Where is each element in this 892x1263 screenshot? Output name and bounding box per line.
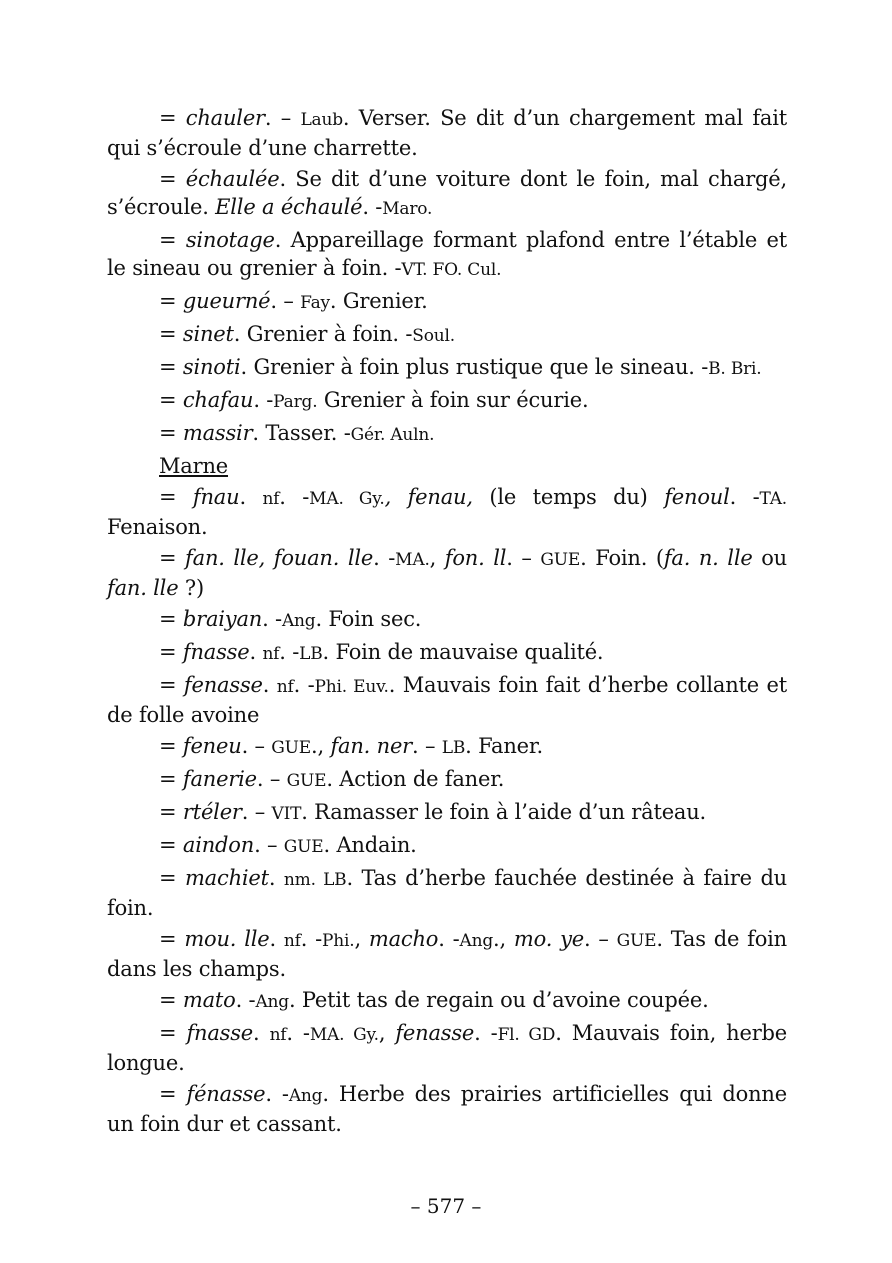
headword: massir (182, 421, 253, 445)
source-abbreviation: Ang (255, 992, 289, 1012)
source-abbreviation: VT. FO. Cul. (401, 260, 502, 280)
entry-text: = (159, 289, 183, 313)
entry-text: = (159, 322, 183, 346)
entry-text: . - (474, 1021, 498, 1045)
dictionary-entry (107, 483, 787, 541)
entry-text: . - (293, 673, 315, 697)
entry-text: . - (265, 1082, 289, 1106)
source-abbreviation: MA. Gy. (309, 489, 385, 509)
source-abbreviation: Ang (459, 931, 494, 951)
source-abbreviation: Fay (300, 293, 330, 313)
entry-text: . Verser. Se dit d’un chargement mal fait qui s’écroule d’une charrette. (107, 106, 787, 160)
source-abbreviation: GUE (616, 931, 657, 951)
entry-text: = (159, 355, 183, 379)
source-abbreviation: nf (262, 489, 280, 509)
headword: aindon (182, 833, 255, 857)
entry-text: = (159, 228, 186, 252)
source-abbreviation: Ang (288, 1086, 323, 1106)
dictionary-entries (107, 104, 787, 1141)
dictionary-entry (107, 226, 787, 284)
entry-text: . Petit tas de regain ou d’avoine coupée. (288, 988, 709, 1012)
source-abbreviation: MA. Gy. (309, 1025, 379, 1045)
entry-text: . Se dit d’une voiture dont le foin, mal chargé, s’écroule. (107, 167, 787, 219)
entry-text: = (159, 800, 183, 824)
headword: fnasse (186, 1021, 254, 1045)
headword: fa. n. lle (663, 546, 753, 570)
source-abbreviation: Maro. (382, 199, 433, 219)
entry-text: = (159, 833, 183, 857)
entry-text: . – (241, 800, 272, 824)
entry-text: = (159, 734, 183, 758)
page-number: – 577 – (410, 1194, 482, 1218)
dictionary-entry (107, 925, 787, 983)
dictionary-entry (107, 638, 787, 668)
entry-text: = (159, 607, 183, 631)
headword: fan. lle (107, 576, 179, 600)
headword: gueurné (182, 289, 271, 313)
source-abbreviation: TA. (759, 489, 787, 509)
section-heading-text: Marne (159, 454, 229, 478)
entry-text: = (159, 1021, 187, 1045)
dictionary-entry (107, 544, 787, 602)
dictionary-entry (107, 605, 787, 635)
entry-text: . Tasser. - (252, 421, 351, 445)
entry-text: . (239, 485, 263, 509)
source-abbreviation: B. Bri. (708, 359, 762, 379)
entry-text: = (159, 866, 185, 890)
source-abbreviation: GUE (271, 738, 312, 758)
entry-text: ?) (178, 576, 204, 600)
source-abbreviation: nf (262, 644, 280, 664)
headword: fenasse (183, 673, 263, 697)
entry-text: . - (286, 1021, 310, 1045)
headword: échaulée (185, 167, 280, 191)
source-abbreviation: GUE (286, 771, 327, 791)
dictionary-entry (107, 798, 787, 828)
entry-text: . Foin sec. (315, 607, 422, 631)
dictionary-entry (107, 353, 787, 383)
dictionary-entry (107, 287, 787, 317)
entry-text: . (253, 1021, 270, 1045)
headword: fan. lle, fouan. lle (185, 546, 374, 570)
source-abbreviation: nf (283, 931, 301, 951)
entry-text: . Mauvais foin, herbe longue. (107, 1021, 788, 1075)
source-abbreviation: nf (276, 677, 294, 697)
headword: chafau (182, 388, 254, 412)
entry-text: . – (584, 927, 617, 951)
source-abbreviation: GUE (283, 837, 324, 857)
headword: machiet (184, 866, 269, 890)
headword: fénasse (186, 1082, 266, 1106)
source-abbreviation: nf (269, 1025, 287, 1045)
entry-text: = (159, 167, 186, 191)
headword: mo. ye (513, 927, 584, 951)
entry-text: = (159, 421, 183, 445)
entry-text: = (159, 640, 183, 664)
headword: chauler (185, 106, 265, 130)
source-abbreviation: MA. (395, 550, 430, 570)
entry-text: (le temps du) (472, 485, 665, 509)
entry-text: . Grenier à foin plus rustique que le sineau. - (240, 355, 709, 379)
headword: fenoul (664, 485, 730, 509)
entry-text: . – (241, 734, 272, 758)
entry-text: = (159, 1082, 187, 1106)
entry-text: = (159, 673, 184, 697)
source-abbreviation: Parg. (273, 392, 318, 412)
entry-text: . Mauvais foin fait d’herbe collante et de folle avoine (107, 673, 788, 727)
entry-text: . - (373, 546, 396, 570)
entry-text: . Grenier à foin. - (233, 322, 413, 346)
entry-text: . - (235, 988, 256, 1012)
entry-text: . - (300, 927, 323, 951)
entry-text: . Appareillage formant plafond entre l’étable et le sineau ou grenier à foin. - (107, 228, 787, 280)
entry-text: ou (752, 546, 787, 570)
entry-text: . Faner. (465, 734, 543, 758)
dictionary-entry (107, 732, 787, 762)
headword: macho (368, 927, 439, 951)
entry-text: . – (506, 546, 541, 570)
entry-text: . Ramasser le foin à l’aide d’un râteau. (301, 800, 707, 824)
dictionary-entry (107, 765, 787, 795)
entry-text: . - (279, 485, 310, 509)
headword: mato (182, 988, 236, 1012)
headword: fnau (192, 485, 240, 509)
entry-text: = (159, 106, 186, 130)
entry-text: Grenier à foin sur écurie. (317, 388, 589, 412)
section-heading (107, 452, 787, 480)
entry-text: . - (729, 485, 760, 509)
dictionary-entry (107, 1080, 787, 1138)
source-abbreviation: VIT (271, 804, 302, 824)
headword: sinet (182, 322, 234, 346)
entry-text: . - (279, 640, 300, 664)
entry-text: . – (264, 106, 301, 130)
source-abbreviation: Phi. (322, 931, 355, 951)
source-abbreviation: Gér. Auln. (350, 425, 435, 445)
headword: , fenau, (384, 485, 473, 509)
headword: fon. ll (444, 546, 507, 570)
dictionary-entry (107, 165, 787, 223)
entry-text: = (159, 546, 186, 570)
entry-text: ., (311, 734, 331, 758)
entry-text: ., (493, 927, 514, 951)
entry-text: . Grenier. (329, 289, 428, 313)
dictionary-entry (107, 864, 787, 922)
dictionary-entry (107, 671, 787, 729)
source-abbreviation: Fl. GD (497, 1025, 556, 1045)
dictionary-entry (107, 419, 787, 449)
entry-text: . – (256, 767, 287, 791)
source-abbreviation: LB (299, 644, 323, 664)
entry-text: . - (253, 388, 274, 412)
entry-text: . (269, 927, 284, 951)
entry-text: = (159, 927, 185, 951)
dictionary-entry (107, 320, 787, 350)
entry-text: . – (270, 289, 301, 313)
source-abbreviation: Soul. (412, 326, 455, 346)
entry-text: . Foin. ( (580, 546, 664, 570)
entry-text: . - (362, 195, 383, 219)
headword: fan. ner (330, 734, 413, 758)
headword: braiyan (182, 607, 263, 631)
source-abbreviation: Phi. Euv. (314, 677, 389, 697)
entry-text: . (262, 673, 277, 697)
headword: fanerie (182, 767, 257, 791)
entry-text: Fenaison. (107, 515, 208, 539)
headword: feneu (182, 734, 242, 758)
dictionary-entry (107, 1019, 787, 1077)
entry-text: , (354, 927, 369, 951)
entry-text: . Herbe des prairies artificielles qui donne un foin dur et cassant. (107, 1082, 787, 1136)
headword: sinotage (185, 228, 275, 252)
headword: fenasse (395, 1021, 475, 1045)
headword: rtéler (182, 800, 242, 824)
source-abbreviation: nm. LB (283, 870, 347, 890)
source-abbreviation: LB (441, 738, 466, 758)
entry-text: . - (438, 927, 460, 951)
headword: Elle a échaulé (215, 195, 363, 219)
entry-text: . Foin de mauvaise qualité. (322, 640, 604, 664)
entry-text: . – (412, 734, 442, 758)
entry-text: . (249, 640, 263, 664)
entry-text: = (159, 988, 183, 1012)
entry-text: . Andain. (323, 833, 417, 857)
entry-text: = (159, 388, 183, 412)
entry-text: . – (254, 833, 284, 857)
headword: sinoti (182, 355, 241, 379)
entry-text: . - (262, 607, 282, 631)
entry-text: . Tas de foin dans les champs. (107, 927, 787, 981)
dictionary-entry (107, 386, 787, 416)
dictionary-entry (107, 986, 787, 1016)
entry-text: = (159, 485, 193, 509)
dictionary-entry (107, 831, 787, 861)
entry-text: , (378, 1021, 396, 1045)
entry-text: = (159, 767, 183, 791)
dictionary-entry (107, 104, 787, 162)
entry-text: . (268, 866, 284, 890)
source-abbreviation: Laub (300, 110, 343, 130)
source-abbreviation: GUE (540, 550, 581, 570)
headword: mou. lle (184, 927, 270, 951)
entry-text: . Action de faner. (326, 767, 505, 791)
headword: fnasse (182, 640, 250, 664)
entry-text: , (429, 546, 445, 570)
entry-text: . Tas d’herbe fauchée destinée à faire du foin. (107, 866, 788, 920)
source-abbreviation: Ang (281, 611, 316, 631)
